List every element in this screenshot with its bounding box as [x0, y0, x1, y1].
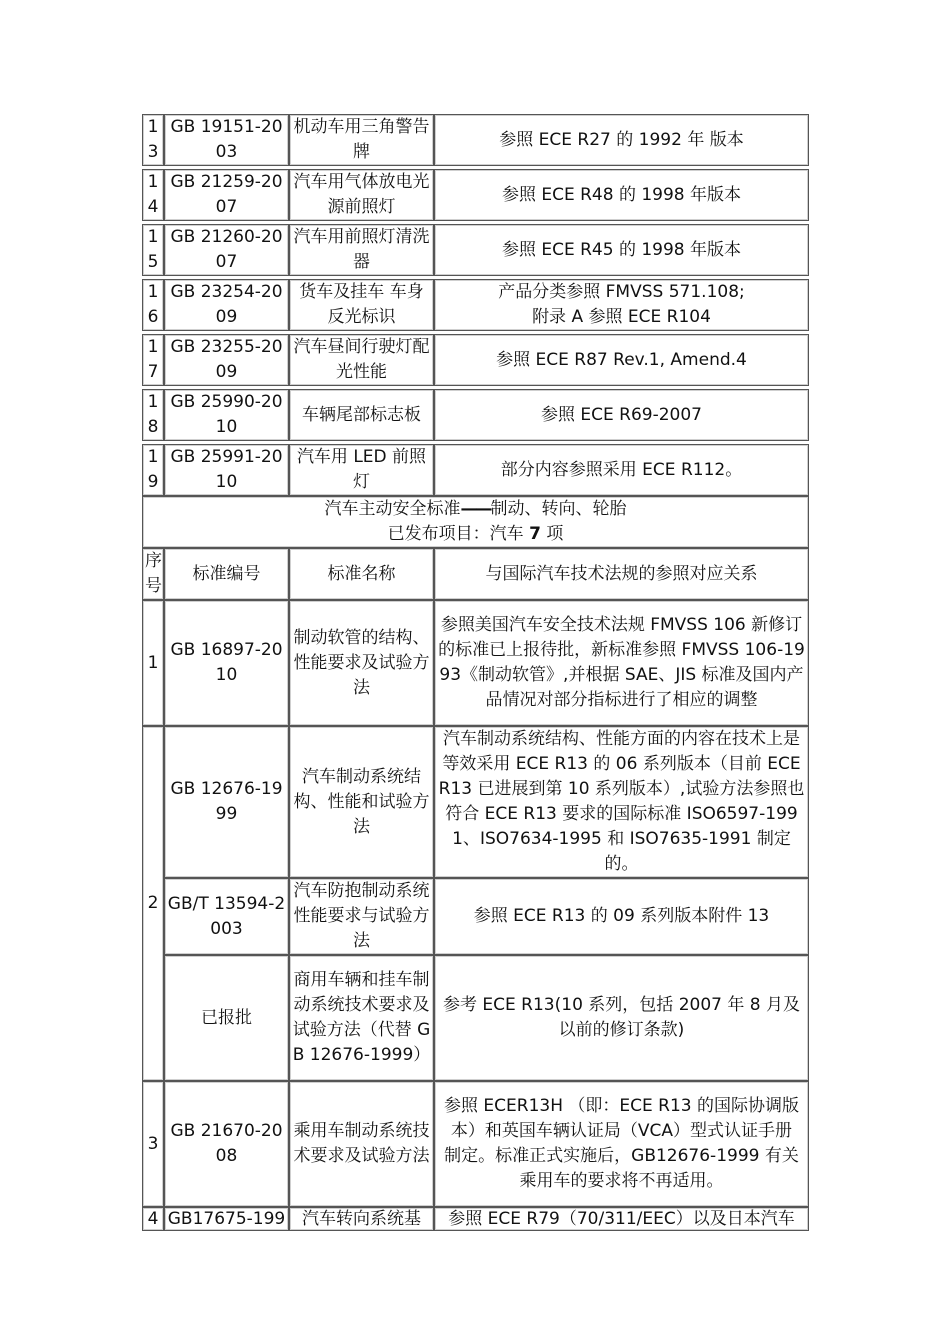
standard-name: 乘用车制动系统技术要求及试验方法	[289, 1081, 434, 1207]
table-row	[142, 224, 809, 276]
published-unit: 项	[540, 524, 564, 544]
section-title	[142, 496, 809, 548]
standard-name: 汽车用气体放电光源前照灯	[289, 169, 434, 221]
section-title-text: 汽车主动安全标准	[324, 499, 461, 519]
reference-relation: 参照 ECE R45 的 1998 年版本	[434, 224, 809, 276]
standard-name: 制动软管的结构、性能要求及试验方法	[289, 600, 434, 726]
reference-relation: 参照 ECE R79（70/311/EEC）以及日本汽车	[434, 1207, 809, 1231]
standard-code: GB 25991-2010	[164, 444, 289, 496]
row-number: 1	[142, 600, 164, 726]
row-number: 17	[142, 334, 164, 386]
standard-code: GB 21670-2008	[164, 1081, 289, 1207]
reference-relation: 参照 ECE R48 的 1998 年版本	[434, 169, 809, 221]
published-count: 7	[529, 524, 541, 544]
standard-name: 商用车辆和挂车制动系统技术要求及试验方法（代替 GB 12676-1999）	[289, 955, 434, 1081]
table-row	[142, 169, 809, 221]
standard-name: 汽车用 LED 前照灯	[289, 444, 434, 496]
row-number: 14	[142, 169, 164, 221]
standard-code: 已报批	[164, 955, 289, 1081]
header-code: 标准编号	[164, 548, 289, 600]
row-number: 4	[142, 1207, 164, 1231]
table-row	[142, 389, 809, 441]
standard-name: 汽车用前照灯清洗器	[289, 224, 434, 276]
standard-name: 汽车防抱制动系统性能要求与试验方法	[289, 878, 434, 955]
reference-relation: 参照美国汽车安全技术法规 FMVSS 106 新修订的标准已上报待批，新标准参照 FMVSS 106-1993《制动软管》,并根据 SAE、JIS 标准及国内产品情况对部分指标进行了相应的调整	[434, 600, 809, 726]
standard-code: GB 19151-2003	[164, 114, 289, 166]
table-row	[142, 1081, 809, 1207]
standards-table	[142, 114, 809, 1231]
section-title-dash: ——	[460, 499, 491, 519]
section-header-row	[142, 496, 809, 548]
standard-code: GB 23255-2009	[164, 334, 289, 386]
section-title-text: 制动、转向、轮胎	[490, 499, 627, 519]
reference-relation	[434, 279, 809, 331]
standard-name: 机动车用三角警告牌	[289, 114, 434, 166]
standard-name: 车辆尾部标志板	[289, 389, 434, 441]
reference-relation: 部分内容参照采用 ECE R112。	[434, 444, 809, 496]
reference-line: 制定。标准正式实施后，GB12676-1999 有关乘用车的要求将不再适用。	[444, 1146, 799, 1191]
standard-code: GB 16897-2010	[164, 600, 289, 726]
standard-name: 汽车转向系统基	[289, 1207, 434, 1231]
table-row	[142, 1207, 809, 1231]
standard-code: GB 12676-1999	[164, 726, 289, 878]
header-name: 标准名称	[289, 548, 434, 600]
reference-relation: 参照 ECE R69-2007	[434, 389, 809, 441]
header-no: 序号	[142, 548, 164, 600]
published-label: 已发布项目：汽车	[387, 524, 530, 544]
row-number: 16	[142, 279, 164, 331]
row-number: 15	[142, 224, 164, 276]
reference-relation: 参考 ECE R13(10 系列，包括 2007 年 8 月及以前的修订条款)	[434, 955, 809, 1081]
reference-relation: 参照 ECE R27 的 1992 年 版本	[434, 114, 809, 166]
standard-name: 汽车昼间行驶灯配光性能	[289, 334, 434, 386]
table-row	[142, 334, 809, 386]
standard-code: GB/T 13594-2003	[164, 878, 289, 955]
standard-code: GB 23254-2009	[164, 279, 289, 331]
reference-relation: 参照 ECE R87 Rev.1, Amend.4	[434, 334, 809, 386]
standard-code: GB 21260-2007	[164, 224, 289, 276]
reference-relation	[434, 1081, 809, 1207]
reference-line: 产品分类参照 FMVSS 571.108;	[498, 282, 745, 302]
row-number: 18	[142, 389, 164, 441]
header-reference: 与国际汽车技术法规的参照对应关系	[434, 548, 809, 600]
standard-code: GB 25990-2010	[164, 389, 289, 441]
table-row	[142, 600, 809, 726]
table-row	[142, 444, 809, 496]
reference-line: 附录 A 参照 ECE R104	[532, 307, 711, 327]
standard-name: 汽车制动系统结构、性能和试验方法	[289, 726, 434, 878]
reference-line: 参照 ECER13H （即：ECE R13 的国际协调版本）和英国车辆认证局（VCA）型式认证手册	[444, 1096, 799, 1141]
column-header-row	[142, 548, 809, 600]
table-row	[142, 726, 809, 878]
reference-relation: 汽车制动系统结构、性能方面的内容在技术上是等效采用 ECE R13 的 06 系列版本（目前 ECE R13 已进展到第 10 系列版本）,试验方法参照也符合 ECE R13 要求的国际标准 ISO6597-1991、ISO7634-1995 和 ISO7635-1991 制定的。	[434, 726, 809, 878]
row-number: 13	[142, 114, 164, 166]
standard-code: GB17675-199	[164, 1207, 289, 1231]
row-number: 3	[142, 1081, 164, 1207]
table-row	[142, 955, 809, 1081]
row-number: 2	[142, 726, 164, 1081]
standard-name: 货车及挂车 车身反光标识	[289, 279, 434, 331]
table-row	[142, 114, 809, 166]
table-row	[142, 878, 809, 955]
reference-relation: 参照 ECE R13 的 09 系列版本附件 13	[434, 878, 809, 955]
standard-code: GB 21259-2007	[164, 169, 289, 221]
row-number: 19	[142, 444, 164, 496]
table-row	[142, 279, 809, 331]
